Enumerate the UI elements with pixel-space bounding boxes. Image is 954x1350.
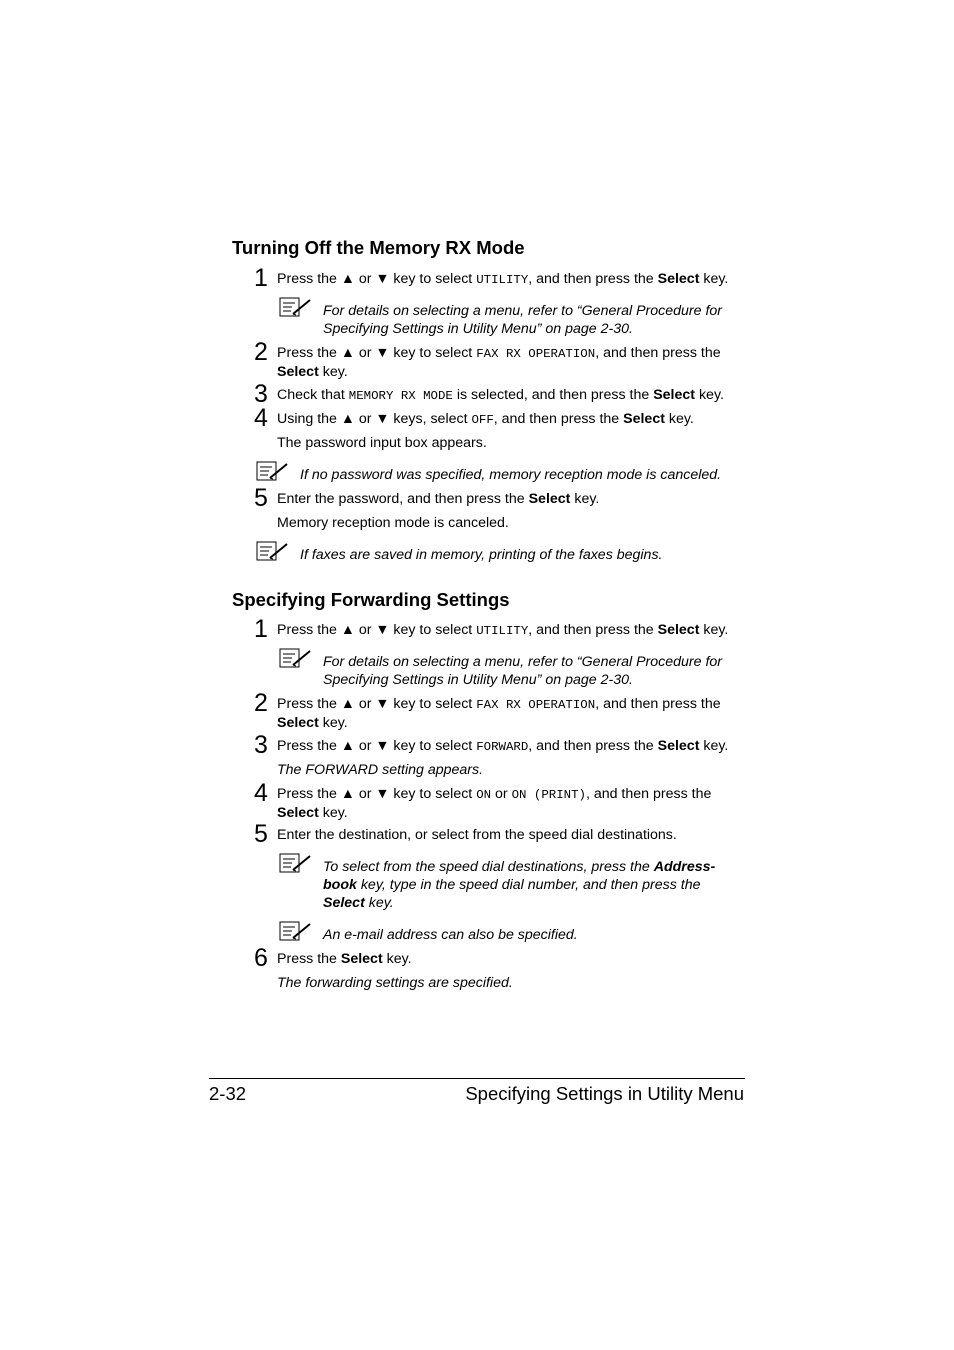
note-icon <box>279 920 313 942</box>
step-text: Enter the password, and then press the Select key. <box>277 491 600 507</box>
footer-divider <box>209 1078 745 1079</box>
note-text: To select from the speed dial destinations, press the Address-book key, type in the speed dial number, and then press the Select key. <box>323 859 716 911</box>
step-number: 1 <box>254 264 268 292</box>
note-icon <box>256 460 290 482</box>
step-number: 4 <box>254 779 268 807</box>
note-icon <box>256 540 290 562</box>
step-text: Press the ▲ or ▼ key to select FAX RX OPERATION, and then press the Select key. <box>277 345 721 380</box>
page-number: 2-32 <box>209 1083 247 1104</box>
chapter-title: Specifying Settings in Utility Menu <box>465 1083 744 1104</box>
note-icon <box>279 647 313 669</box>
note-text: If no password was specified, memory reception mode is canceled. <box>300 467 722 483</box>
section-title-forwarding: Specifying Forwarding Settings <box>232 589 510 610</box>
step-text: Using the ▲ or ▼ keys, select OFF, and then press the Select key. <box>277 411 694 427</box>
step-text: Press the ▲ or ▼ key to select ON or ON (PRINT), and then press the Select key. <box>277 786 712 821</box>
step-text: Press the Select key. <box>277 951 412 967</box>
section-title-memory-rx: Turning Off the Memory RX Mode <box>232 237 525 258</box>
step-number: 1 <box>254 615 268 643</box>
step-result: The forwarding settings are specified. <box>277 975 513 991</box>
step-number: 2 <box>254 338 268 366</box>
note-text: For details on selecting a menu, refer to “General Procedure for Specifying Settings in Utility Menu” on page 2-30. <box>323 654 723 688</box>
step-number: 5 <box>254 820 268 848</box>
step-number: 6 <box>254 944 268 972</box>
note-icon <box>279 296 313 318</box>
note-text: If faxes are saved in memory, printing of the faxes begins. <box>300 547 663 563</box>
step-number: 3 <box>254 731 268 759</box>
step-text: Press the ▲ or ▼ key to select UTILITY, and then press the Select key. <box>277 622 729 638</box>
step-text: Press the ▲ or ▼ key to select FORWARD, and then press the Select key. <box>277 738 729 754</box>
step-result: Memory reception mode is canceled. <box>277 515 509 531</box>
step-number: 2 <box>254 689 268 717</box>
step-text: Press the ▲ or ▼ key to select FAX RX OPERATION, and then press the Select key. <box>277 696 721 731</box>
step-result: The password input box appears. <box>277 435 487 451</box>
step-text: Press the ▲ or ▼ key to select UTILITY, and then press the Select key. <box>277 271 729 287</box>
step-text: Enter the destination, or select from the speed dial destinations. <box>277 827 677 843</box>
step-text: Check that MEMORY RX MODE is selected, and then press the Select key. <box>277 387 724 403</box>
note-icon <box>279 852 313 874</box>
step-number: 3 <box>254 380 268 408</box>
note-text: For details on selecting a menu, refer to “General Procedure for Specifying Settings in Utility Menu” on page 2-30. <box>323 303 723 337</box>
note-text: An e-mail address can also be specified. <box>323 927 578 943</box>
step-result: The FORWARD setting appears. <box>277 762 484 778</box>
step-number: 5 <box>254 484 268 512</box>
step-number: 4 <box>254 404 268 432</box>
